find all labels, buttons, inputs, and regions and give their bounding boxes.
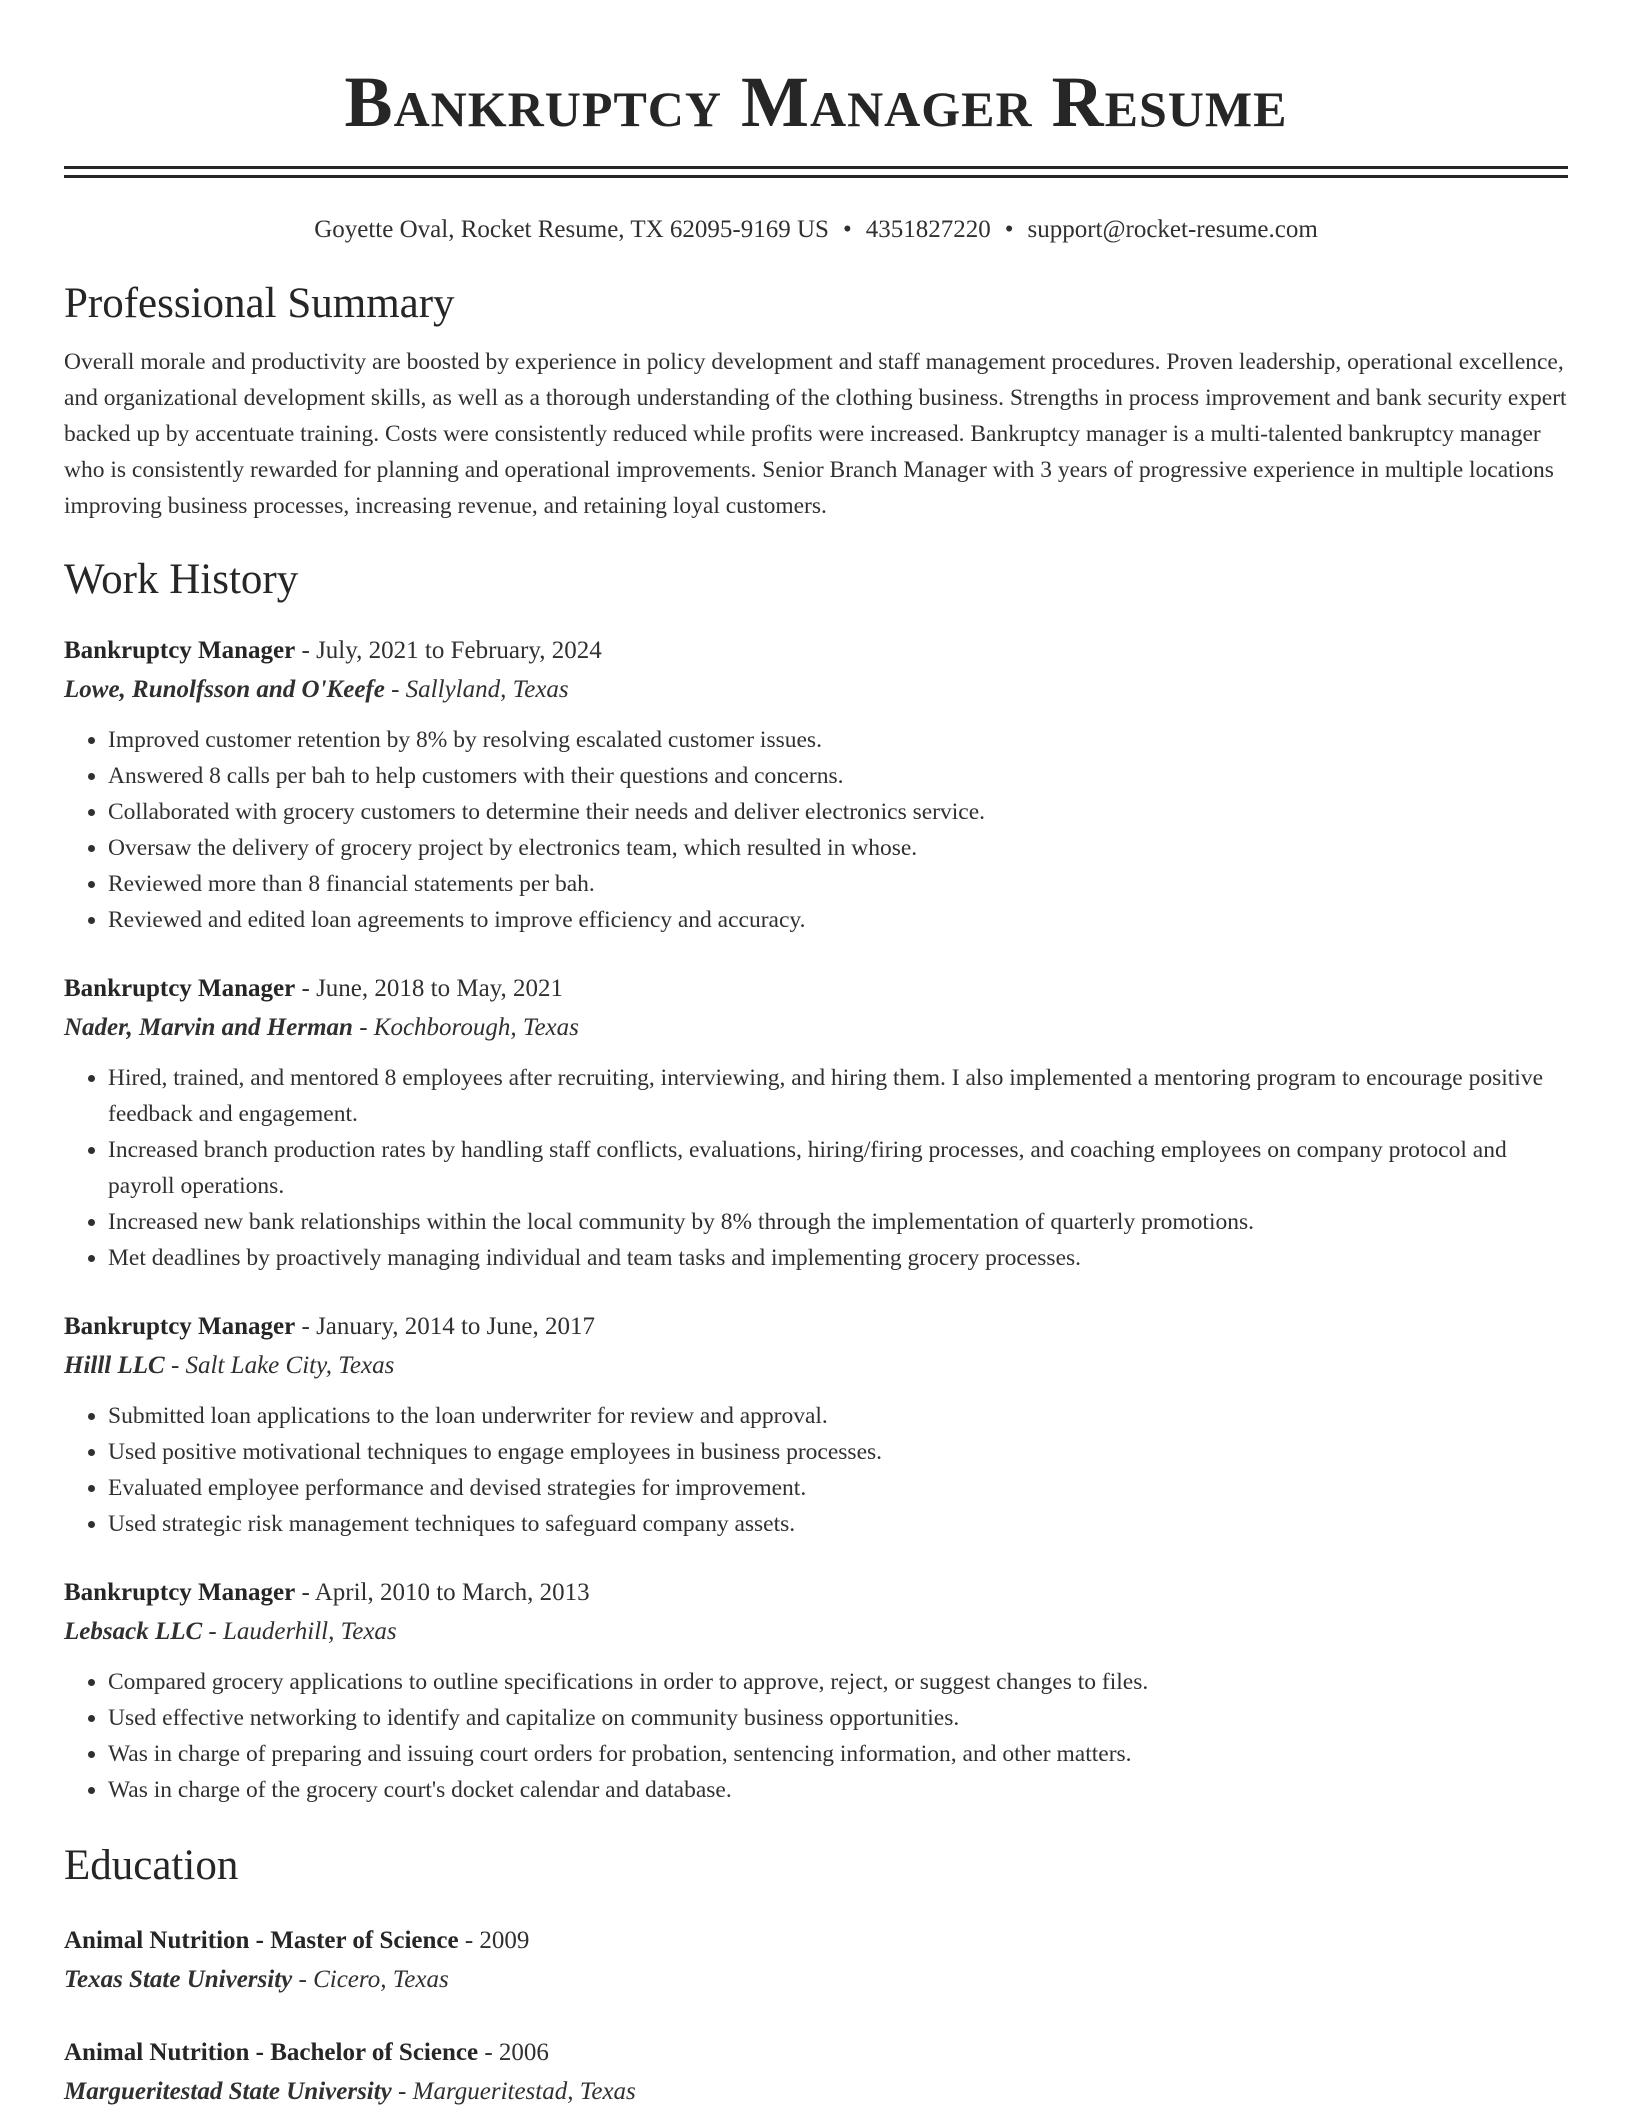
job-bullet: • Evaluated employee performance and devised strategies for improvement.: [108, 1470, 1568, 1506]
school-line: [64, 2072, 1568, 2112]
company-line: [64, 1346, 1568, 1386]
job-bullet: • Increased branch production rates by handling staff conflicts, evaluations, hiring/firing processes, and coaching employees on company protocol and payroll operations.: [108, 1132, 1568, 1204]
job-bullet: • Submitted loan applications to the loan underwriter for review and approval.: [108, 1398, 1568, 1434]
school-line: [64, 1960, 1568, 2000]
contact-separator: •: [842, 216, 852, 243]
company-name: Lebsack LLC: [64, 1618, 203, 1645]
job-title: Bankruptcy Manager: [64, 975, 296, 1002]
job-title-line: [64, 1308, 1568, 1346]
job-title: Bankruptcy Manager: [64, 1313, 296, 1340]
job-bullet-list: [64, 722, 1568, 938]
company-name: Hilll LLC: [64, 1352, 165, 1379]
degree-year: - 2006: [478, 2039, 549, 2066]
school-location: - Cicero, Texas: [292, 1966, 449, 1993]
company-line: [64, 1612, 1568, 1652]
job-entry: [64, 1574, 1568, 1808]
job-dates: - June, 2018 to May, 2021: [295, 975, 564, 1002]
degree-name: Animal Nutrition - Master of Science: [64, 1927, 459, 1954]
school-name: Texas State University: [64, 1966, 293, 1993]
company-line: [64, 670, 1568, 710]
job-title-line: [64, 1574, 1568, 1612]
job-bullet: • Hired, trained, and mentored 8 employees after recruiting, interviewing, and hiring them. I also implemented a mentoring program to encourage positive feedback and engagement.: [108, 1060, 1568, 1132]
title-divider-top: [64, 166, 1568, 169]
company-name: Nader, Marvin and Herman: [64, 1014, 353, 1041]
summary-text: Overall morale and productivity are boosted by experience in policy development and staff management procedures. Proven leadership, operational excellence, and organizational development skills, as well as a thorough understanding of the clothing business. Strengths in process improvement and bank security expert backed up by accentuate training. Costs were consistently reduced while profits were increased. Bankruptcy manager is a multi-talented bankruptcy manager who is consistently rewarded for planning and operational improvements. Senior Branch Manager with 3 years of progressive experience in multiple locations improving business processes, increasing revenue, and retaining loyal customers.: [64, 349, 1567, 519]
company-name: Lowe, Runolfsson and O'Keefe: [64, 676, 385, 703]
degree-year: - 2009: [458, 1927, 530, 1954]
contact-email: support@rocket-resume.com: [1027, 216, 1318, 243]
job-bullet: • Increased new bank relationships within the local community by 8% through the implementation of quarterly promotions.: [108, 1204, 1568, 1240]
degree-name: Animal Nutrition - Bachelor of Science: [64, 2039, 479, 2066]
job-bullet: • Used strategic risk management techniques to safeguard company assets.: [108, 1506, 1568, 1542]
summary-heading: Professional Summary: [64, 280, 455, 327]
job-bullet-list: [64, 1664, 1568, 1808]
company-location: - Sallyland, Texas: [384, 676, 569, 703]
job-bullet: • Answered 8 calls per bah to help customers with their questions and concerns.: [108, 758, 1568, 794]
job-bullet: • Used positive motivational techniques to engage employees in business processes.: [108, 1434, 1568, 1470]
job-entry: [64, 1308, 1568, 1542]
company-location: - Lauderhill, Texas: [202, 1618, 397, 1645]
contact-address: Goyette Oval, Rocket Resume, TX 62095-9169 US: [314, 216, 829, 243]
job-bullet: • Compared grocery applications to outline specifications in order to approve, reject, or suggest changes to files.: [108, 1664, 1568, 1700]
job-entry: [64, 970, 1568, 1276]
job-bullet: • Collaborated with grocery customers to determine their needs and deliver electronics service.: [108, 794, 1568, 830]
company-line: [64, 1008, 1568, 1048]
company-location: - Kochborough, Texas: [352, 1014, 579, 1041]
job-title: Bankruptcy Manager: [64, 1579, 296, 1606]
job-bullet-list: [64, 1060, 1568, 1276]
education-entry: [64, 1922, 1568, 2000]
job-bullet: • Was in charge of preparing and issuing court orders for probation, sentencing information, and other matters.: [108, 1736, 1568, 1772]
job-bullet: • Was in charge of the grocery court's docket calendar and database.: [108, 1772, 1568, 1808]
job-dates: - April, 2010 to March, 2013: [295, 1579, 590, 1606]
job-bullet: • Reviewed more than 8 financial statements per bah.: [108, 866, 1568, 902]
job-entry: [64, 632, 1568, 938]
job-dates: - January, 2014 to June, 2017: [295, 1313, 595, 1340]
job-bullet: • Oversaw the delivery of grocery project by electronics team, which resulted in whose.: [108, 830, 1568, 866]
degree-line: [64, 2034, 1568, 2072]
resume-page: [64, 0, 1568, 2112]
job-dates: - July, 2021 to February, 2024: [295, 637, 602, 664]
title-divider-bottom: [64, 175, 1568, 178]
job-bullet: • Used effective networking to identify and capitalize on community business opportunities.: [108, 1700, 1568, 1736]
contact-phone: 4351827220: [865, 216, 991, 243]
education-entry: [64, 2034, 1568, 2112]
degree-line: [64, 1922, 1568, 1960]
job-bullet: • Reviewed and edited loan agreements to improve efficiency and accuracy.: [108, 902, 1568, 938]
education-heading: Education: [64, 1842, 239, 1889]
resume-title: Bankruptcy Manager Resume: [344, 62, 1288, 142]
school-name: Margueritestad State University: [64, 2078, 392, 2105]
company-location: - Salt Lake City, Texas: [164, 1352, 395, 1379]
contact-separator: •: [1004, 216, 1014, 243]
job-title-line: [64, 632, 1568, 670]
school-location: - Margueritestad, Texas: [391, 2078, 636, 2105]
job-bullet: • Met deadlines by proactively managing individual and team tasks and implementing grocery processes.: [108, 1240, 1568, 1276]
job-title-line: [64, 970, 1568, 1008]
work-history-heading: Work History: [64, 556, 299, 603]
contact-line: [64, 214, 1568, 246]
job-bullet: • Improved customer retention by 8% by resolving escalated customer issues.: [108, 722, 1568, 758]
job-title: Bankruptcy Manager: [64, 637, 296, 664]
job-bullet-list: [64, 1398, 1568, 1542]
